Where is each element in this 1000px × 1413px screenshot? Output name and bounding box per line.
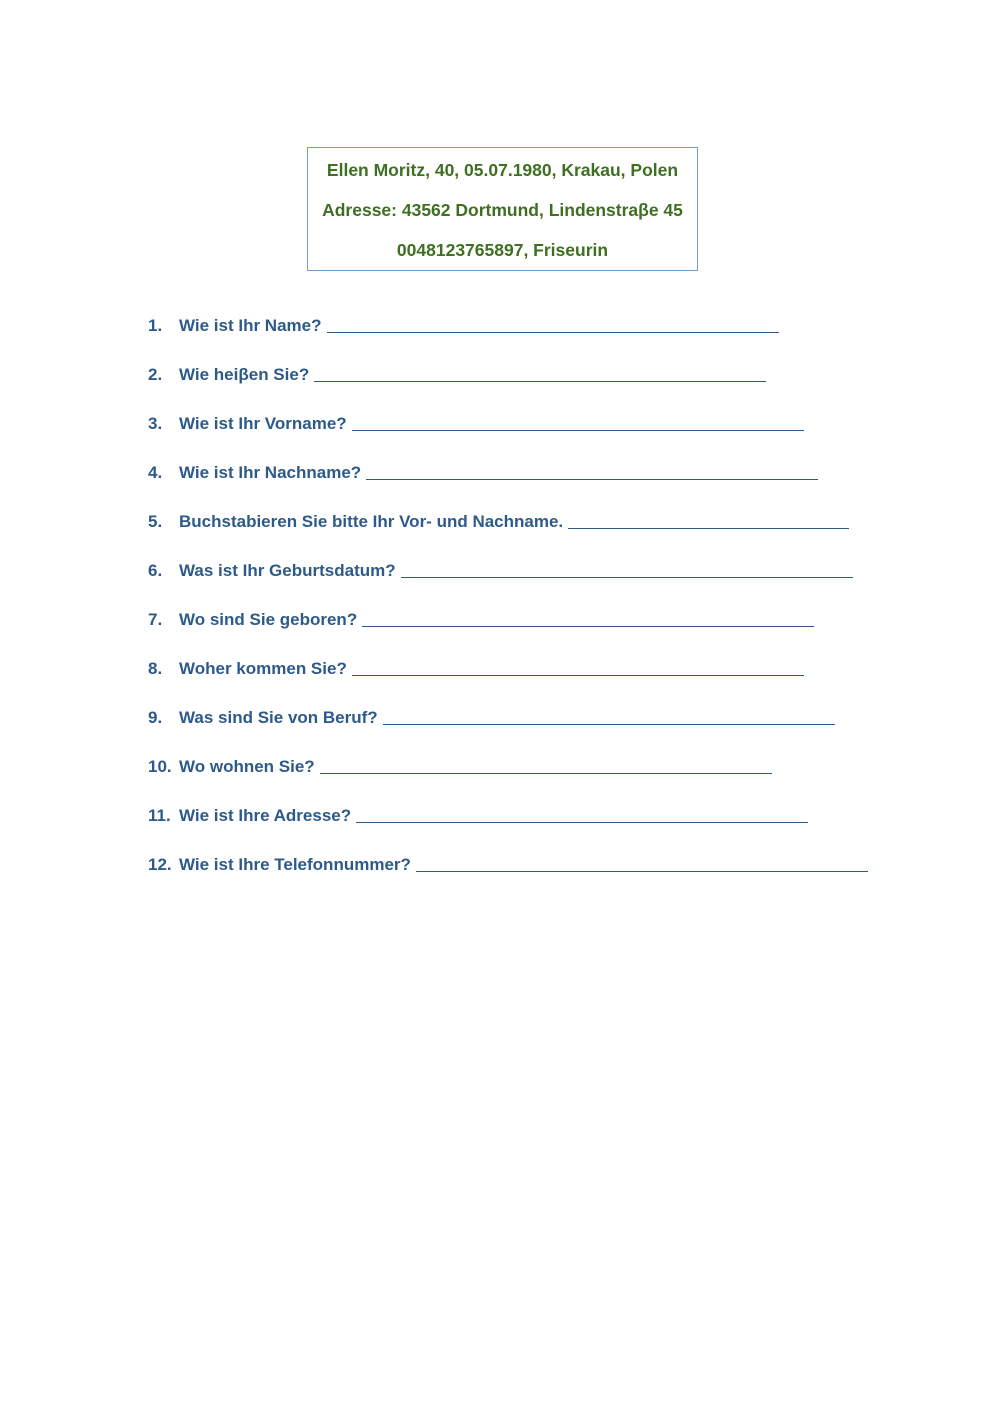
question-number: 12.: [148, 855, 172, 874]
answer-line[interactable]: [366, 478, 818, 480]
question-item: [148, 657, 804, 681]
info-box: [307, 147, 698, 271]
answer-line[interactable]: [416, 870, 868, 872]
question-item: [148, 314, 779, 338]
info-line-name: Ellen Moritz, 40, 05.07.1980, Krakau, Polen: [326, 160, 679, 180]
question-text: Buchstabieren Sie bitte Ihr Vor- und Nachname.: [179, 512, 564, 531]
question-number: 3.: [148, 414, 163, 433]
question-text: Wie ist Ihre Adresse?: [179, 806, 352, 825]
question-number: 9.: [148, 708, 163, 727]
answer-line[interactable]: [320, 772, 772, 774]
answer-line[interactable]: [401, 576, 853, 578]
question-text: Wie ist Ihr Vorname?: [179, 414, 347, 433]
question-number: 5.: [148, 512, 163, 531]
question-text: Wie heiβen Sie?: [179, 365, 310, 384]
question-number: 4.: [148, 463, 163, 482]
question-item: [148, 461, 818, 485]
question-number: 7.: [148, 610, 163, 629]
question-text: Woher kommen Sie?: [179, 659, 347, 678]
answer-line[interactable]: [568, 527, 849, 529]
question-text: Wo wohnen Sie?: [179, 757, 315, 776]
question-text: Was sind Sie von Beruf?: [179, 708, 378, 727]
question-number: 6.: [148, 561, 163, 580]
question-item: [148, 755, 772, 779]
question-item: [148, 804, 808, 828]
question-item: [148, 608, 814, 632]
info-line-address: Adresse: 43562 Dortmund, Lindenstraβe 45: [322, 200, 683, 220]
question-text: Wie ist Ihr Nachname?: [179, 463, 362, 482]
answer-line[interactable]: [314, 380, 766, 382]
answer-line[interactable]: [352, 429, 804, 431]
answer-line[interactable]: [383, 723, 835, 725]
question-item: [148, 510, 849, 534]
question-number: 11.: [148, 806, 171, 825]
question-text: Wie ist Ihre Telefonnummer?: [179, 855, 411, 874]
question-item: [148, 853, 868, 877]
question-text: Wie ist Ihr Name?: [179, 316, 322, 335]
question-number: 8.: [148, 659, 163, 678]
answer-line[interactable]: [352, 674, 804, 676]
question-number: 2.: [148, 365, 163, 384]
question-number: 10.: [148, 757, 172, 776]
answer-line[interactable]: [362, 625, 814, 627]
question-text: Was ist Ihr Geburtsdatum?: [179, 561, 396, 580]
question-text: Wo sind Sie geboren?: [179, 610, 358, 629]
answer-line[interactable]: [327, 331, 779, 333]
question-item: [148, 363, 766, 387]
answer-line[interactable]: [356, 821, 808, 823]
question-item: [148, 706, 835, 730]
question-item: [148, 412, 804, 436]
question-item: [148, 559, 853, 583]
question-number: 1.: [148, 316, 163, 335]
info-line-phone-job: 0048123765897, Friseurin: [396, 240, 609, 260]
